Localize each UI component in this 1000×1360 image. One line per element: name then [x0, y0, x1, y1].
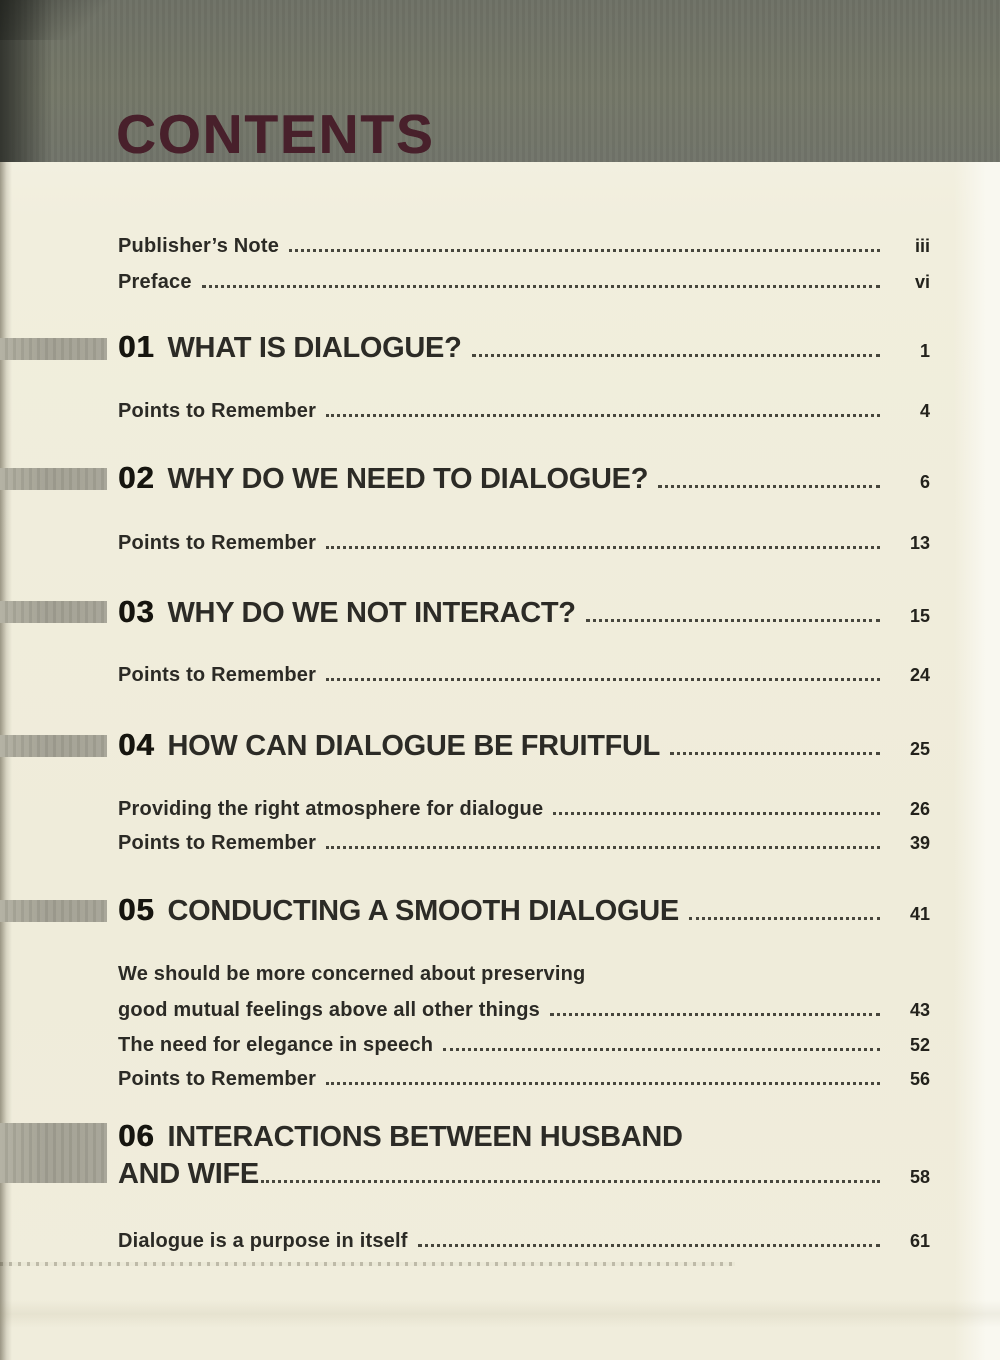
- entry-page-number: 4: [919, 401, 930, 421]
- chapter-marker-bar: [0, 468, 107, 490]
- chapter-number: 03: [118, 594, 155, 629]
- toc-subentry: [118, 1068, 930, 1091]
- toc-entry-publishers-note: [118, 235, 930, 258]
- entry-label: Dialogue is a purpose in itself: [118, 1230, 408, 1252]
- toc-subentry: [118, 1034, 930, 1057]
- toc-subentry: [118, 798, 930, 821]
- entry-label: good mutual feelings above all other things: [118, 999, 540, 1021]
- chapter-page-number: 25: [909, 739, 930, 759]
- page-right-edge-highlight: [954, 162, 1000, 1360]
- toc-entry-preface: [118, 271, 930, 294]
- chapter-title: WHAT IS DIALOGUE?: [167, 332, 462, 364]
- chapter-marker-bar: [0, 338, 107, 360]
- chapter-page-number: 1: [919, 341, 930, 361]
- toc-subentry: [118, 832, 930, 855]
- dot-leader: [689, 913, 880, 920]
- chapter-number: 05: [118, 892, 155, 927]
- dot-leader: [418, 1240, 880, 1247]
- entry-page-number: 52: [909, 1035, 930, 1055]
- chapter-number: 06: [118, 1118, 155, 1153]
- dot-leader: [326, 842, 880, 849]
- entry-page-number: iii: [914, 236, 930, 256]
- toc-subentry-continuation: [118, 963, 930, 986]
- chapter-marker-bar: [0, 601, 107, 623]
- chapter-title: WHY DO WE NOT INTERACT?: [167, 597, 576, 629]
- chapter-page-number: 15: [909, 606, 930, 626]
- toc-chapter-03: [118, 594, 930, 630]
- entry-label: Points to Remember: [118, 400, 317, 422]
- chapter-title: INTERACTIONS BETWEEN HUSBAND: [167, 1121, 683, 1153]
- entry-label: Points to Remember: [118, 664, 317, 686]
- toc-chapter-05: [118, 892, 930, 928]
- dot-leader: [443, 1044, 880, 1051]
- dot-leader: [326, 542, 880, 549]
- entry-page-number: 26: [909, 799, 930, 819]
- dot-leader: [289, 245, 880, 252]
- entry-label: Preface: [118, 271, 192, 293]
- chapter-title: CONDUCTING A SMOOTH DIALOGUE: [167, 895, 679, 927]
- dot-leader: [553, 808, 880, 815]
- scan-artifact-line: [0, 1262, 735, 1266]
- chapter-page-number: 6: [919, 472, 930, 492]
- dot-leader: [326, 410, 880, 417]
- page-header: [0, 0, 1000, 165]
- dot-leader: [202, 281, 880, 288]
- entry-page-number: 39: [909, 833, 930, 853]
- entry-page-number: 24: [909, 665, 930, 685]
- toc-chapter-06-line1: [118, 1118, 930, 1154]
- entry-label: Providing the right atmosphere for dialogue: [118, 798, 544, 820]
- toc-chapter-01: [118, 329, 930, 365]
- entry-label: Publisher’s Note: [118, 235, 280, 257]
- page-title: CONTENTS: [116, 103, 435, 165]
- entry-page-number: vi: [914, 272, 930, 292]
- chapter-title: WHY DO WE NEED TO DIALOGUE?: [167, 463, 649, 495]
- chapter-marker-bar: [0, 1123, 107, 1183]
- toc-subentry: [118, 999, 930, 1022]
- dot-leader: [326, 1078, 880, 1085]
- dot-leader: [658, 481, 880, 488]
- chapter-number: 01: [118, 329, 155, 364]
- chapter-number: 02: [118, 460, 155, 495]
- chapter-page-number: 41: [909, 904, 930, 924]
- toc-subentry: [118, 532, 930, 555]
- dot-leader: [326, 674, 880, 681]
- entry-label: We should be more concerned about preserving: [118, 963, 586, 985]
- chapter-title: HOW CAN DIALOGUE BE FRUITFUL: [167, 730, 661, 762]
- toc-chapter-02: [118, 460, 930, 496]
- chapter-marker-bar: [0, 900, 107, 922]
- entry-label: The need for elegance in speech: [118, 1034, 434, 1056]
- entry-label: Points to Remember: [118, 1068, 317, 1090]
- chapter-page-number: 58: [909, 1167, 930, 1187]
- dot-leader: [670, 748, 880, 755]
- toc-chapter-04: [118, 727, 930, 763]
- dot-leader: [472, 350, 881, 357]
- entry-page-number: 61: [909, 1231, 930, 1251]
- dot-leader: [586, 615, 880, 622]
- toc-chapter-06-line2: [118, 1158, 930, 1191]
- entry-page-number: 43: [909, 1000, 930, 1020]
- dot-leader: [550, 1009, 880, 1016]
- toc-subentry: [118, 400, 930, 423]
- chapter-marker-bar: [0, 735, 107, 757]
- entry-page-number: 13: [909, 533, 930, 553]
- dot-leader: [261, 1176, 880, 1183]
- chapter-number: 04: [118, 727, 155, 762]
- entry-page-number: 56: [909, 1069, 930, 1089]
- scan-artifact-band: [0, 1300, 1000, 1328]
- entry-label: Points to Remember: [118, 832, 317, 854]
- toc-subentry: [118, 664, 930, 687]
- toc-subentry: [118, 1230, 930, 1253]
- chapter-title: AND WIFE: [118, 1158, 259, 1190]
- entry-label: Points to Remember: [118, 532, 317, 554]
